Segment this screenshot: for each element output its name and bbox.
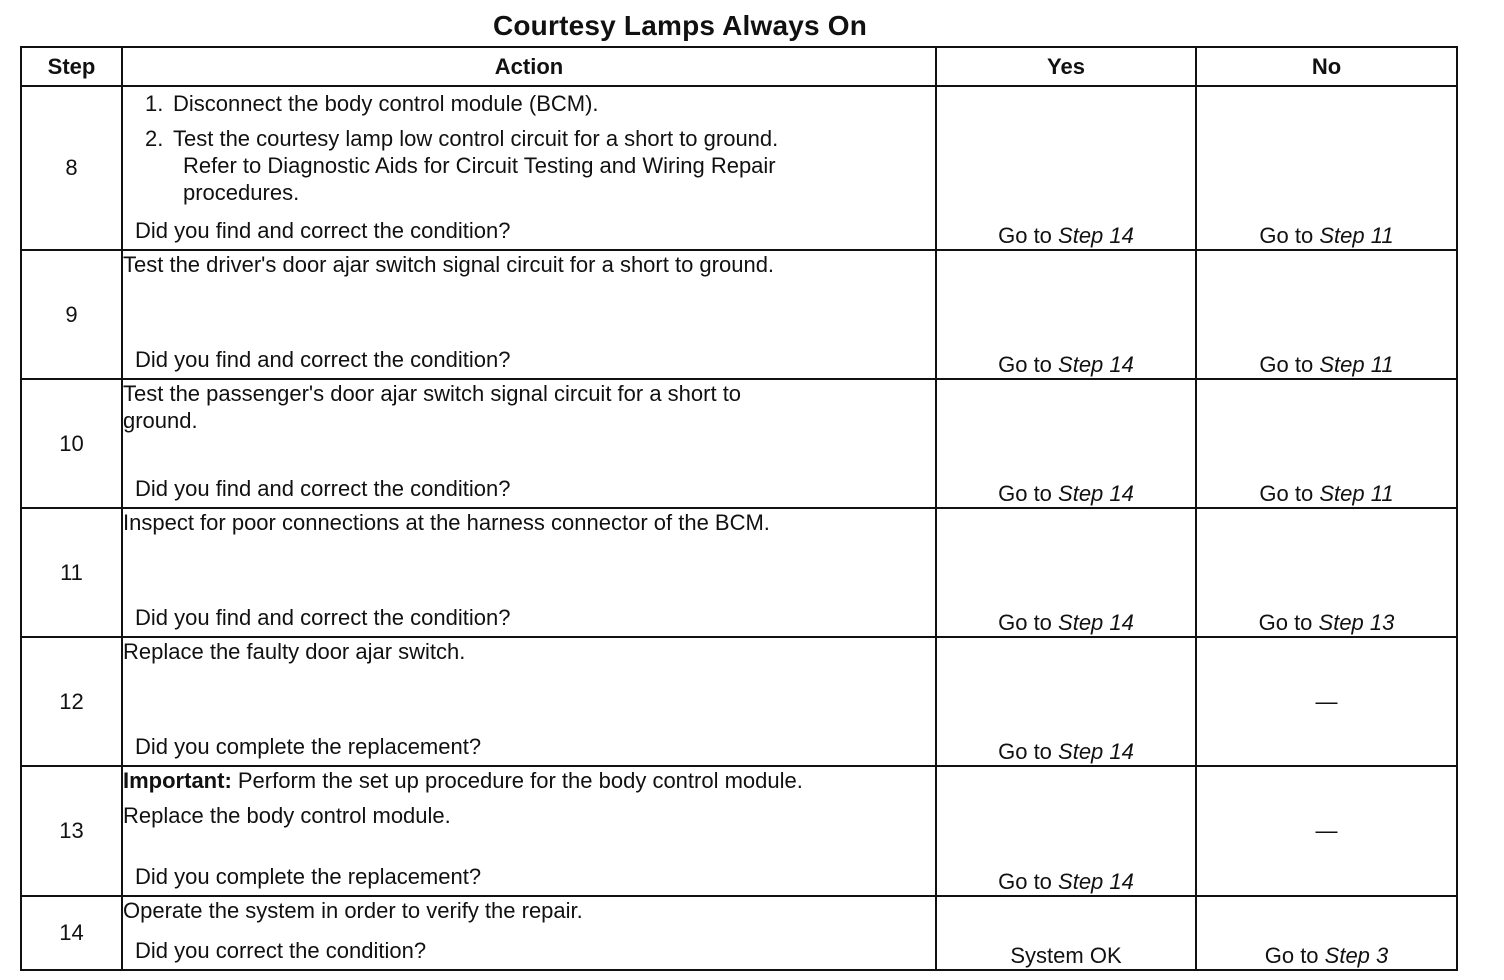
goto-text: Go to [1259,352,1320,377]
yes-cell [936,637,1196,766]
step-number: 14 [21,896,122,970]
diagnostic-table [20,46,1458,971]
goto-text: Go to [998,739,1059,764]
step-reference: Step 3 [1324,943,1389,968]
question-text: Did you find and correct the condition? [135,605,511,630]
step-reference: Step 14 [1058,869,1134,894]
goto-text: Go to [998,481,1059,506]
step-reference: Step 14 [1058,481,1134,506]
yes-cell [936,766,1196,896]
header-step: Step [21,47,122,86]
header-row [21,47,1457,86]
no-cell: — [1196,637,1457,766]
important-label: Important: [123,768,232,793]
table-row [21,86,1457,250]
item-number: 1. [145,91,164,116]
yes-cell [936,250,1196,379]
step-number: 11 [21,508,122,637]
step-number: 8 [21,86,122,250]
list-item [123,125,935,152]
step-reference: Step 11 [1319,481,1394,506]
goto-text: Go to [998,869,1059,894]
yes-cell [936,508,1196,637]
step-number: 10 [21,379,122,508]
action-text: Replace the body control module. [123,803,451,828]
action-cell [122,766,936,896]
step-reference: Step 14 [1058,352,1134,377]
step-reference: Step 11 [1319,352,1394,377]
table-row [21,250,1457,379]
item-note: Refer to Diagnostic Aids for Circuit Testing and Wiring Repair [183,153,776,178]
step-reference: Step 11 [1319,223,1394,248]
no-cell [1196,86,1457,250]
question-text: Did you correct the condition? [135,938,427,963]
list-item [123,90,935,117]
goto-text: Go to [1264,943,1325,968]
goto-text: Go to [998,223,1059,248]
important-note [123,767,935,794]
goto-text: Go to [998,610,1059,635]
important-text: Perform the set up procedure for the body control module. [231,768,803,793]
yes-cell [936,86,1196,250]
action-text: Test the passenger's door ajar switch signal circuit for a short to [123,381,742,406]
no-cell [1196,508,1457,637]
goto-text: Go to [1258,610,1319,635]
step-reference: Step 14 [1058,223,1134,248]
table-row [21,379,1457,508]
table-row [21,896,1457,970]
no-cell [1196,250,1457,379]
item-text: Disconnect the body control module (BCM). [173,91,599,116]
no-cell: — [1196,766,1457,896]
action-cell [122,86,936,250]
step-number: 12 [21,637,122,766]
table-row [21,508,1457,637]
header-yes: Yes [936,47,1196,86]
action-text: Test the driver's door ajar switch signal circuit for a short to ground. [123,252,775,277]
action-text: Inspect for poor connections at the harness connector of the BCM. [123,510,770,535]
yes-cell: System OK [936,896,1196,970]
question-text: Did you find and correct the condition? [135,347,511,372]
action-cell [122,896,936,970]
question-text: Did you complete the replacement? [135,864,482,889]
page-title: Courtesy Lamps Always On [492,10,868,41]
action-text: Replace the faulty door ajar switch. [123,639,466,664]
header-no: No [1196,47,1457,86]
step-reference: Step 14 [1058,739,1134,764]
no-cell [1196,379,1457,508]
goto-text: Go to [1259,481,1320,506]
item-number: 2. [145,126,164,151]
goto-text: Go to [998,352,1059,377]
action-cell [122,637,936,766]
question-text: Did you complete the replacement? [135,734,482,759]
action-text: Operate the system in order to verify the repair. [123,898,583,923]
yes-cell [936,379,1196,508]
goto-text: Go to [1259,223,1320,248]
question-text: Did you find and correct the condition? [135,218,511,243]
step-number: 13 [21,766,122,896]
step-number: 9 [21,250,122,379]
step-reference: Step 14 [1058,610,1134,635]
action-cell [122,508,936,637]
table-row [21,637,1457,766]
item-text: Test the courtesy lamp low control circuit for a short to ground. [173,126,779,151]
action-cell [122,250,936,379]
question-text: Did you find and correct the condition? [135,476,511,501]
no-cell [1196,896,1457,970]
table-row [21,766,1457,896]
step-reference: Step 13 [1318,610,1395,635]
header-action: Action [122,47,936,86]
item-note: procedures. [183,180,300,205]
action-cell [122,379,936,508]
action-text: ground. [123,408,198,433]
